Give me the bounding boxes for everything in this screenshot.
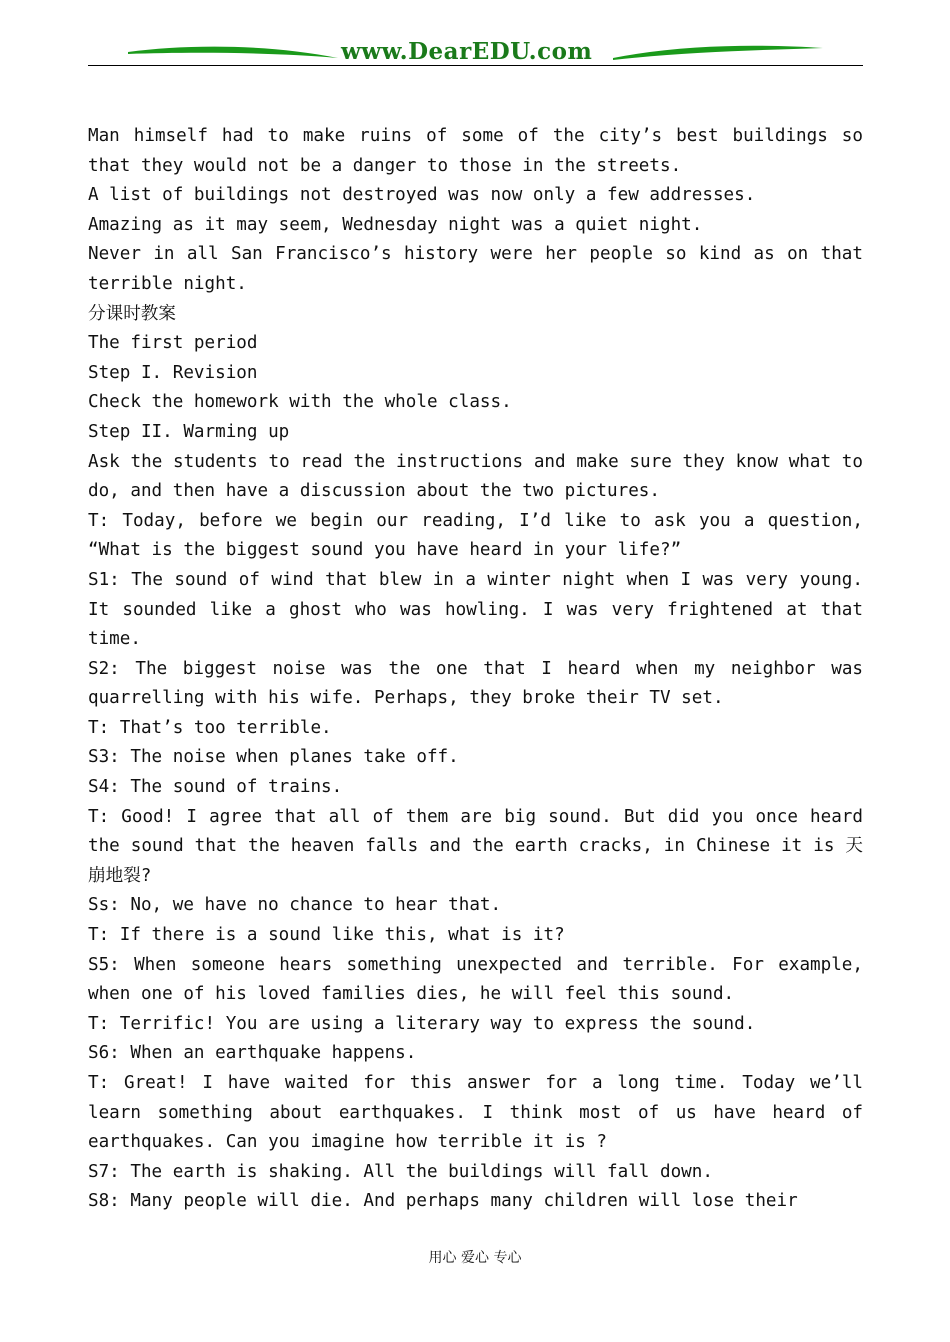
dialogue-line: T: Terrific! You are using a literary way to express the sound. xyxy=(88,1013,756,1034)
paragraph: Never in all San Francisco’s history were her people so kind as on that terrible night. xyxy=(88,244,863,294)
step-heading: Step II. Warming up xyxy=(88,421,290,442)
step-heading: Step I. Revision xyxy=(88,362,258,383)
site-logo: www.DearEDU.com xyxy=(341,38,593,65)
dialogue-line: S8: Many people will die. And perhaps many children will lose their xyxy=(88,1191,798,1212)
dialogue-line: S3: The noise when planes take off. xyxy=(88,747,459,768)
period-heading: The first period xyxy=(88,333,258,354)
left-swoosh-decoration xyxy=(128,42,338,64)
document-body xyxy=(88,122,863,1217)
section-heading: 分课时教案 xyxy=(88,303,176,324)
right-swoosh-decoration xyxy=(613,42,823,64)
dialogue-line: S7: The earth is shaking. All the buildings will fall down. xyxy=(88,1161,713,1182)
dialogue-line: T: Good! I agree that all of them are big sound. But did you once heard the sound that the heaven falls and the earth cracks, in Chinese it is 天崩地裂? xyxy=(88,806,863,886)
dialogue-line: T: If there is a sound like this, what is it? xyxy=(88,925,565,946)
paragraph: Ask the students to read the instructions and make sure they know what to do, and then have a discussion about the two pictures. xyxy=(88,451,863,502)
dialogue-line: T: Great! I have waited for this answer for a long time. Today we’ll learn something about earthquakes. I think most of us have heard of earthquakes. Can you imagine how terrible it is ? xyxy=(88,1073,863,1153)
dialogue-line: S4: The sound of trains. xyxy=(88,777,343,798)
paragraph: Amazing as it may seem, Wednesday night was a quiet night. xyxy=(88,214,703,235)
page-footer: 用心 爱心 专心 xyxy=(428,1250,522,1266)
header-rule xyxy=(88,65,863,66)
dialogue-line: S2: The biggest noise was the one that I heard when my neighbor was quarrelling with his wife. Perhaps, they broke their TV set. xyxy=(88,658,863,709)
paragraph: Check the homework with the whole class. xyxy=(88,392,512,413)
page-header xyxy=(88,36,863,70)
dialogue-line: S6: When an earthquake happens. xyxy=(88,1043,417,1064)
dialogue-line: S5: When someone hears something unexpected and terrible. For example, when one of his loved families dies, he will feel this sound. xyxy=(88,954,863,1005)
dialogue-line: Ss: No, we have no chance to hear that. xyxy=(88,895,502,916)
dialogue-line: T: That’s too terrible. xyxy=(88,717,332,738)
dialogue-line: T: Today, before we begin our reading, I’d like to ask you a question, “What is the biggest sound you have heard in your life?” xyxy=(88,510,863,561)
dialogue-line: S1: The sound of wind that blew in a winter night when I was very young. It sounded like a ghost who was howling. I was very frightened at that time. xyxy=(88,569,863,650)
paragraph: Man himself had to make ruins of some of the city’s best buildings so that they would not be a danger to those in the streets. xyxy=(88,126,863,176)
paragraph: A list of buildings not destroyed was now only a few addresses. xyxy=(88,185,756,206)
